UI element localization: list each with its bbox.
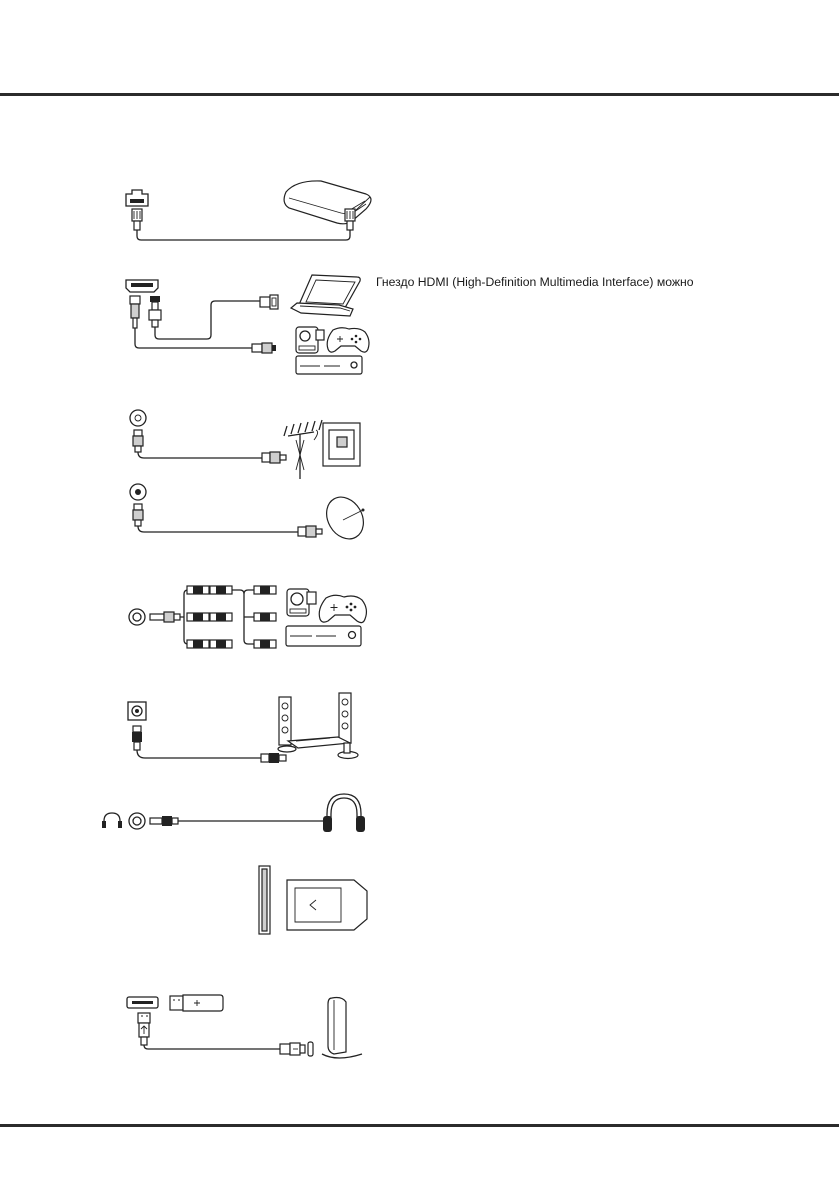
lan-cable [137, 230, 350, 240]
rf-plug-icon [133, 430, 143, 452]
antenna-icon [284, 420, 322, 479]
antenna-section [130, 410, 360, 479]
lan-section [126, 181, 371, 240]
headphone-plug-icon [150, 816, 178, 826]
hdmi-caption: Гнездо HDMI (High-Definition Multimedia Interface) можно [376, 275, 694, 289]
gamepad-icon [319, 595, 366, 622]
hdmi-cable-hdmi [135, 328, 252, 348]
hdmi-plug-right-icon [252, 343, 276, 353]
usb-plug-right-icon [280, 1043, 305, 1055]
optical-plug-right-icon [261, 753, 286, 763]
headphone-jack-icon [129, 813, 145, 829]
camcorder-icon [296, 327, 324, 353]
optical-cable [137, 750, 261, 758]
camcorder-icon [287, 589, 316, 616]
satellite-port-icon [130, 484, 146, 500]
rca-plugs-middle-icon [210, 586, 232, 648]
rca-plugs-left-icon [187, 586, 209, 648]
usb-cable [144, 1045, 280, 1049]
dvi-plug-icon [260, 295, 278, 309]
satellite-dish-icon [319, 490, 370, 545]
av-section [129, 586, 366, 648]
hdmi-plug-icon [130, 296, 140, 328]
av-port-icon [129, 609, 145, 625]
usb-section [127, 995, 362, 1058]
ci-section [259, 866, 367, 934]
satellite-section [130, 484, 371, 546]
hdmi-section [126, 275, 369, 374]
hdmi-cable-dvi [155, 301, 260, 339]
laptop-icon [291, 275, 360, 316]
usb-stick-icon [170, 995, 223, 1011]
hdmi-dvi-plug-icon [149, 296, 161, 327]
rca-plugs-right-icon [254, 586, 276, 648]
wall-socket-icon [323, 423, 360, 466]
av-jack-plug-icon [150, 612, 180, 622]
usb-plug-icon [138, 1013, 150, 1045]
satellite-plug-icon [133, 504, 143, 526]
lan-plug-icon [132, 209, 142, 230]
usb-port-icon [127, 997, 158, 1008]
optical-port-icon [128, 702, 146, 720]
av-cable-right [232, 590, 254, 644]
player-icon [286, 626, 361, 646]
ci-module-icon [287, 880, 367, 930]
router-icon [284, 181, 371, 224]
headphone-section [102, 794, 365, 832]
rf-plug-right-icon [262, 452, 286, 463]
gamepad-icon [327, 328, 369, 352]
usb-hdd-icon [308, 998, 362, 1059]
lan-port-icon [126, 190, 148, 206]
player-icon [296, 356, 362, 374]
rf-port-icon [130, 410, 146, 426]
satellite-cable [138, 526, 298, 532]
satellite-plug-right-icon [298, 526, 322, 537]
home-theater-icon [278, 693, 358, 759]
lan-plug-icon [345, 209, 355, 230]
optical-plug-icon [132, 726, 142, 750]
antenna-cable [138, 452, 262, 458]
headphone-symbol-icon [102, 813, 122, 828]
headphones-icon [323, 794, 365, 832]
optical-section [128, 693, 358, 763]
hdmi-port-icon [126, 280, 158, 292]
ci-slot-icon [259, 866, 270, 934]
